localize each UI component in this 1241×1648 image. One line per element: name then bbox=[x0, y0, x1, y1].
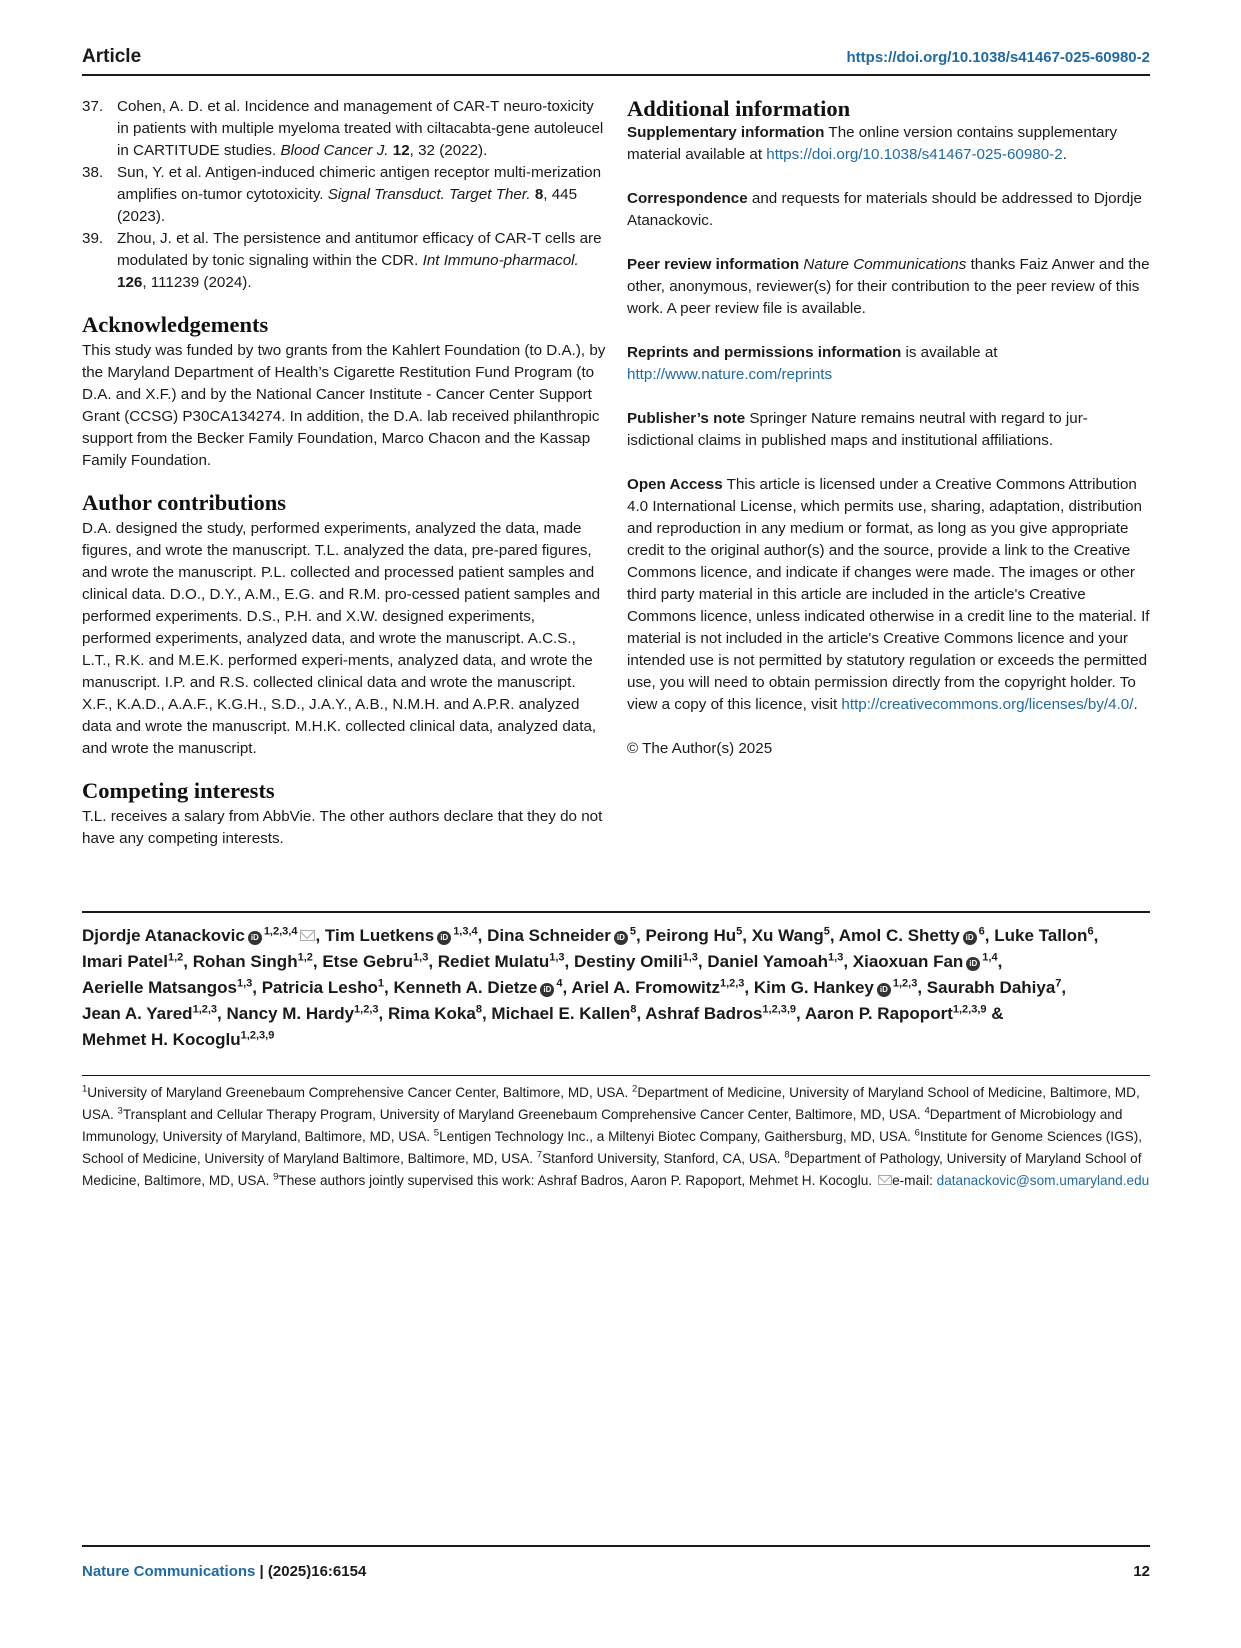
open-access-label: Open Access bbox=[627, 476, 723, 493]
author-affiliation-numbers: 5 bbox=[823, 925, 830, 938]
author-list bbox=[82, 923, 1150, 1053]
author-name bbox=[487, 926, 636, 945]
author-name-text: Saurabh Dahiya bbox=[926, 978, 1056, 997]
correspondence-label: Correspondence bbox=[627, 190, 748, 207]
author-separator: & bbox=[986, 1004, 1004, 1023]
author-name-text: Jean A. Yared bbox=[82, 1004, 193, 1023]
supplementary-information: Supplementary information The online version contains supplementary material available at https://doi.org/10.1038/s41467-025-60980-2. bbox=[627, 124, 1118, 163]
affiliation-number: 9 bbox=[273, 1171, 279, 1183]
author-separator: , bbox=[796, 1004, 805, 1023]
reference-text: Zhou, J. et al. The persistence and antitumor efficacy of CAR-T cells are modulated by tonic signaling within the CDR. bbox=[117, 230, 602, 269]
correspondence bbox=[627, 188, 1150, 232]
author-affiliation-numbers: 1,3 bbox=[236, 977, 253, 990]
author-name bbox=[82, 952, 183, 971]
affiliation-number: 1 bbox=[82, 1083, 88, 1095]
author-name bbox=[491, 1004, 636, 1023]
author-name bbox=[571, 978, 744, 997]
orcid-icon[interactable]: iD bbox=[966, 957, 980, 971]
affiliation-text: Department of Pathology, University of Maryland School of Medicine, Baltimore, MD, USA. bbox=[82, 1151, 1142, 1188]
footer-journal[interactable]: Nature Communications bbox=[82, 1563, 256, 1580]
reprints-label: Reprints and permissions information bbox=[627, 344, 902, 361]
peer-review-journal: Nature Communications bbox=[803, 256, 967, 273]
author-affiliation-numbers: 1,2 bbox=[297, 951, 313, 964]
reference-pages: , 445 (2023). bbox=[117, 186, 578, 225]
author-name-text: Peirong Hu bbox=[645, 926, 737, 945]
author-affiliation-numbers: 1,2,3,9 bbox=[240, 1029, 275, 1042]
peer-review-information bbox=[627, 254, 1150, 320]
author-separator: , bbox=[315, 926, 325, 945]
correspondence-text: and requests for materials should be addressed to Djordje Atanackovic. bbox=[627, 190, 1142, 229]
author-name bbox=[994, 926, 1093, 945]
author-name-text: Dina Schneider bbox=[487, 926, 611, 945]
supplementary-link[interactable]: https://doi.org/10.1038/s41467-025-60980-2 bbox=[766, 146, 1063, 163]
affiliation-text: University of Maryland Greenebaum Comprehensive Cancer Center, Baltimore, MD, USA. bbox=[87, 1085, 633, 1100]
page-number: 12 bbox=[1133, 1563, 1150, 1580]
author-name bbox=[853, 952, 998, 971]
orcid-icon[interactable]: iD bbox=[540, 983, 554, 997]
reference-volume: 126 bbox=[117, 274, 143, 291]
reference-item bbox=[82, 96, 606, 162]
author-separator: , bbox=[1093, 926, 1099, 945]
author-separator: , bbox=[636, 926, 646, 945]
competing-interests-heading: Competing interests bbox=[82, 778, 275, 803]
reference-item bbox=[82, 228, 606, 294]
author-name bbox=[752, 926, 830, 945]
author-separator: , bbox=[917, 978, 927, 997]
author-name bbox=[754, 978, 917, 997]
author-affiliation-numbers: 4 bbox=[556, 977, 563, 990]
author-affiliation-numbers: 1 bbox=[377, 977, 385, 990]
peer-review-text: thanks Faiz Anwer and the other, anonymous, reviewer(s) for their contribution to the peer review of this work. A peer review file is available. bbox=[627, 256, 1150, 317]
reference-pages: , 32 (2022). bbox=[409, 142, 488, 159]
orcid-icon[interactable]: iD bbox=[614, 931, 628, 945]
reference-item bbox=[82, 162, 606, 228]
author-name-text: Djordje Atanackovic bbox=[82, 926, 245, 945]
license-link[interactable]: http://creativecommons.org/licenses/by/4.0/ bbox=[841, 696, 1134, 713]
author-separator: , bbox=[984, 926, 995, 945]
author-name-text: Rediet Mulatu bbox=[437, 952, 550, 971]
open-access: Open Access This article is licensed under a Creative Commons Attribution 4.0 International License, which permits use, sharing, adaptation, distribution and reproduction in any medium or format, as long as you give appropriate credit to the original author(s) and the source, provide a link to the Creative Commons licence, and indicate if changes were made. The images or other third party material in this article are included in the article's Creative Commons licence, unless indicated otherwise in a credit line to the material. If material is not included in the article's Creative Commons licence and your intended use is not permitted by statutory regulation or exceeds the permitted use, you will need to obtain permission directly from the copyright holder. To view a copy of this licence, visit http://creativecommons.org/licenses/by/4.0/. bbox=[627, 476, 1150, 713]
author-contributions-heading: Author contributions bbox=[82, 490, 286, 515]
doi-link[interactable]: https://doi.org/10.1038/s41467-025-60980-2 bbox=[846, 49, 1150, 66]
affiliation-text: Institute for Genome Sciences (IGS), School of Medicine, University of Maryland Baltimore, Baltimore, MD, USA. bbox=[82, 1129, 1143, 1166]
left-column bbox=[82, 96, 606, 850]
reference-text: Sun, Y. et al. Antigen-induced chimeric antigen receptor multi-merization amplifies on-tumor cytotoxicity. bbox=[117, 164, 602, 203]
author-separator: , bbox=[428, 952, 438, 971]
author-affiliation-numbers: 1,3 bbox=[549, 951, 565, 964]
affiliation-text: Stanford University, Stanford, CA, USA. bbox=[542, 1151, 785, 1166]
email-icon[interactable] bbox=[300, 930, 315, 941]
right-column bbox=[627, 96, 1150, 760]
footer-citation: | (2025)16:6154 bbox=[255, 1563, 367, 1580]
affiliation-text: Department of Medicine, University of Maryland School of Medicine, Baltimore, MD, USA. bbox=[82, 1085, 1140, 1122]
author-affiliation-numbers: 1,2,3,4 bbox=[263, 925, 298, 938]
author-name bbox=[645, 1004, 796, 1023]
reference-volume: 12 bbox=[392, 142, 410, 159]
author-name-text: Aaron P. Rapoport bbox=[804, 1004, 953, 1023]
author-list-box bbox=[82, 911, 1150, 1053]
author-separator: , bbox=[1061, 978, 1067, 997]
email-link[interactable]: datanackovic@som.umaryland.edu bbox=[936, 1173, 1150, 1188]
author-affiliation-numbers: 1,2 bbox=[168, 951, 184, 964]
reference-journal: Signal Transduct. Target Ther. bbox=[327, 186, 531, 203]
author-separator: , bbox=[378, 1004, 388, 1023]
orcid-icon[interactable]: iD bbox=[877, 983, 891, 997]
author-name bbox=[645, 926, 742, 945]
affiliation-number: 7 bbox=[536, 1149, 543, 1161]
author-name bbox=[82, 926, 315, 945]
reference-volume: 8 bbox=[534, 186, 544, 203]
author-contributions-section bbox=[82, 490, 606, 760]
author-name bbox=[388, 1004, 482, 1023]
author-affiliation-numbers: 1,2,3 bbox=[719, 977, 745, 990]
author-affiliation-numbers: 1,2,3 bbox=[354, 1003, 379, 1016]
reprints-text: is available at bbox=[901, 344, 998, 361]
author-name-text: Daniel Yamoah bbox=[707, 952, 829, 971]
author-name bbox=[839, 926, 985, 945]
reprints-link[interactable]: http://www.nature.com/reprints bbox=[627, 366, 833, 383]
author-separator: , bbox=[217, 1004, 227, 1023]
email-icon bbox=[878, 1175, 892, 1185]
author-name-text: Luke Tallon bbox=[994, 926, 1088, 945]
author-name bbox=[322, 952, 428, 971]
author-name bbox=[394, 978, 563, 997]
author-name bbox=[438, 952, 565, 971]
supplementary-label: Supplementary information bbox=[627, 124, 825, 141]
author-separator: , bbox=[252, 978, 262, 997]
affiliation-number: 8 bbox=[784, 1149, 790, 1161]
author-affiliation-numbers: 7 bbox=[1055, 977, 1062, 990]
reference-journal: Blood Cancer J. bbox=[280, 142, 389, 159]
peer-review-label: Peer review information bbox=[627, 256, 800, 273]
page-header bbox=[82, 46, 1150, 76]
author-affiliation-numbers: 1,2,3,9 bbox=[952, 1003, 987, 1016]
author-name-text: Patricia Lesho bbox=[261, 978, 378, 997]
author-name bbox=[82, 1004, 217, 1023]
author-affiliation-numbers: 1,3,4 bbox=[453, 925, 478, 938]
publishers-note bbox=[627, 408, 1150, 452]
author-separator: , bbox=[742, 926, 752, 945]
author-name bbox=[325, 926, 478, 945]
author-name-text: Destiny Omili bbox=[573, 952, 683, 971]
author-affiliation-numbers: 1,4 bbox=[982, 951, 998, 964]
author-name-text: Xiaoxuan Fan bbox=[852, 952, 964, 971]
author-name-text: Imari Patel bbox=[82, 952, 168, 971]
affiliation-number: 3 bbox=[117, 1105, 123, 1117]
affiliation-number: 2 bbox=[632, 1083, 638, 1095]
author-name-text: Kenneth A. Dietze bbox=[393, 978, 538, 997]
author-affiliation-numbers: 6 bbox=[978, 925, 985, 938]
reference-number: 39. bbox=[82, 230, 104, 247]
supplementary-text: The online version contains supplementary material available at bbox=[627, 124, 1118, 163]
author-separator: , bbox=[997, 952, 1003, 971]
email-label: e-mail: bbox=[892, 1173, 937, 1188]
author-name-text: Mehmet H. Kocoglu bbox=[82, 1030, 241, 1049]
author-name-text: Ariel A. Fromowitz bbox=[571, 978, 720, 997]
affiliation-text: Transplant and Cellular Therapy Program, University of Maryland Greenebaum Comprehensive Cancer Center, Baltimore, MD, USA. bbox=[122, 1107, 925, 1122]
section-label: Article bbox=[82, 46, 142, 67]
affiliation-number: 6 bbox=[914, 1127, 920, 1139]
author-separator: , bbox=[562, 978, 572, 997]
author-name bbox=[227, 1004, 379, 1023]
author-name-text: Aerielle Matsangos bbox=[82, 978, 237, 997]
author-affiliation-numbers: 8 bbox=[630, 1003, 637, 1016]
author-affiliation-numbers: 1,3 bbox=[682, 951, 698, 964]
author-separator: , bbox=[384, 978, 394, 997]
author-name-text: Amol C. Shetty bbox=[838, 926, 960, 945]
competing-interests-text: T.L. receives a salary from AbbVie. The other authors declare that they do not have any competing interests. bbox=[82, 808, 603, 847]
author-name-text: Xu Wang bbox=[751, 926, 824, 945]
author-affiliation-numbers: 6 bbox=[1087, 925, 1094, 938]
publisher-label: Publisher’s note bbox=[627, 410, 746, 427]
author-name bbox=[927, 978, 1062, 997]
author-name-text: Rima Koka bbox=[387, 1004, 476, 1023]
author-name-text: Ashraf Badros bbox=[645, 1004, 763, 1023]
author-affiliation-numbers: 8 bbox=[475, 1003, 482, 1016]
reference-journal: Int Immuno-pharmacol. bbox=[422, 252, 579, 269]
reference-text: Cohen, A. D. et al. Incidence and management of CAR-T neuro-toxicity in patients with multiple myeloma treated with ciltacabta-gene autoleucel in CARTITUDE studies. bbox=[117, 98, 604, 159]
reference-pages: , 111239 (2024). bbox=[142, 274, 252, 291]
acknowledgements-heading: Acknowledgements bbox=[82, 312, 269, 337]
reprints-information bbox=[627, 342, 1150, 386]
affiliation-text: These authors jointly supervised this work: Ashraf Badros, Aaron P. Rapoport, Mehmet H. Kocoglu. bbox=[278, 1173, 873, 1188]
page-footer bbox=[82, 1545, 1150, 1580]
orcid-icon[interactable]: iD bbox=[963, 931, 977, 945]
reference-list bbox=[82, 96, 606, 294]
author-affiliation-numbers: 1,2,3 bbox=[192, 1003, 218, 1016]
author-affiliation-numbers: 1,3 bbox=[413, 951, 429, 964]
author-separator: , bbox=[481, 1004, 492, 1023]
author-affiliation-numbers: 1,3 bbox=[828, 951, 844, 964]
author-name bbox=[82, 978, 252, 997]
author-separator: , bbox=[564, 952, 574, 971]
reference-number: 37. bbox=[82, 98, 104, 115]
author-name-text: Nancy M. Hardy bbox=[226, 1004, 355, 1023]
author-affiliation-numbers: 5 bbox=[629, 925, 636, 938]
author-separator: , bbox=[183, 952, 193, 971]
affiliation-number: 4 bbox=[924, 1105, 930, 1117]
author-separator: , bbox=[744, 978, 754, 997]
author-separator: , bbox=[477, 926, 488, 945]
author-name bbox=[262, 978, 384, 997]
open-access-text: This article is licensed under a Creative Commons Attribution 4.0 International License, which permits use, sharing, adaptation, distribution and reproduction in any medium or format, as long as you give appropriate credit to the original author(s) and the source, provide a link to the Creative Commons licence, and indicate if changes were made. The images or other third party material in this article are included in the article's Creative Commons licence, unless indicated otherwise in a credit line to the material. If material is not included in the article's Creative Commons licence and your intended use is not permitted by statutory regulation or exceeds the permitted use, you will need to obtain permission directly from the copyright holder. To view a copy of this licence, visit bbox=[627, 476, 1150, 713]
author-separator: , bbox=[697, 952, 708, 971]
author-name-text: Tim Luetkens bbox=[324, 926, 435, 945]
author-name-text: Etse Gebru bbox=[322, 952, 414, 971]
author-name bbox=[574, 952, 698, 971]
affiliations-box bbox=[82, 1075, 1150, 1192]
author-name-text: Kim G. Hankey bbox=[753, 978, 874, 997]
acknowledgements-text: This study was funded by two grants from the Kahlert Foundation (to D.A.), by the Maryland Department of Health’s Cigarette Restitution Fund Program (to D.A. and X.F.) and by the National Cancer Institute - Cancer Center Support Grant (CCSG) P30CA134274. In addition, the D.A. lab received philanthropic support from the Becker Family Foundation, Marco Chacon and the Kassap Family Foundation. bbox=[82, 342, 606, 469]
author-name bbox=[805, 1004, 987, 1023]
affiliation-text: Department of Microbiology and Immunology, University of Maryland, Baltimore, MD, USA. bbox=[82, 1107, 1123, 1144]
author-separator: , bbox=[636, 1004, 646, 1023]
affiliation-text: Lentigen Technology Inc., a Miltenyi Biotec Company, Gaithersburg, MD, USA. bbox=[439, 1129, 915, 1144]
author-name-text: Rohan Singh bbox=[192, 952, 298, 971]
reference-number: 38. bbox=[82, 164, 104, 181]
author-name bbox=[193, 952, 313, 971]
author-separator: , bbox=[312, 952, 323, 971]
author-separator: , bbox=[843, 952, 853, 971]
copyright: © The Author(s) 2025 bbox=[627, 740, 773, 757]
author-affiliation-numbers: 5 bbox=[736, 925, 743, 938]
author-separator: , bbox=[829, 926, 839, 945]
publisher-text: Springer Nature remains neutral with regard to jur-isdictional claims in published maps and institutional affiliations. bbox=[627, 410, 1088, 449]
acknowledgements-section bbox=[82, 312, 606, 472]
author-contributions-text: D.A. designed the study, performed experiments, analyzed the data, made figures, and wrote the manuscript. T.L. analyzed the data, pre-pared figures, and wrote the manuscript. P.L. collected and processed patient samples and clinical data. D.O., D.Y., A.M., E.G. and R.M. pro-cessed patient samples and performed experiments. D.S., P.H. and X.W. designed experiments, performed experiments, analyzed data, and wrote the manuscript. A.C.S., L.T., R.K. and M.E.K. performed experi-ments, analyzed data, and wrote the manuscript. I.P. and R.S. collected clinical data and wrote the manuscript. X.F., K.A.D., A.A.F., K.G.H., S.D., J.A.Y., A.B., N.M.H. and A.P.R. analyzed data and wrote the manuscript. M.H.K. collected clinical data, analyzed data, and wrote the manuscript. bbox=[82, 520, 601, 757]
additional-information-heading: Additional information bbox=[627, 96, 851, 121]
author-name-text: Michael E. Kallen bbox=[491, 1004, 631, 1023]
author-affiliation-numbers: 1,2,3 bbox=[892, 977, 918, 990]
orcid-icon[interactable]: iD bbox=[248, 931, 262, 945]
author-name bbox=[82, 1030, 274, 1049]
author-affiliation-numbers: 1,2,3,9 bbox=[762, 1003, 797, 1016]
author-name bbox=[707, 952, 843, 971]
competing-interests-section bbox=[82, 778, 606, 850]
affiliation-number: 5 bbox=[433, 1127, 440, 1139]
orcid-icon[interactable]: iD bbox=[437, 931, 451, 945]
